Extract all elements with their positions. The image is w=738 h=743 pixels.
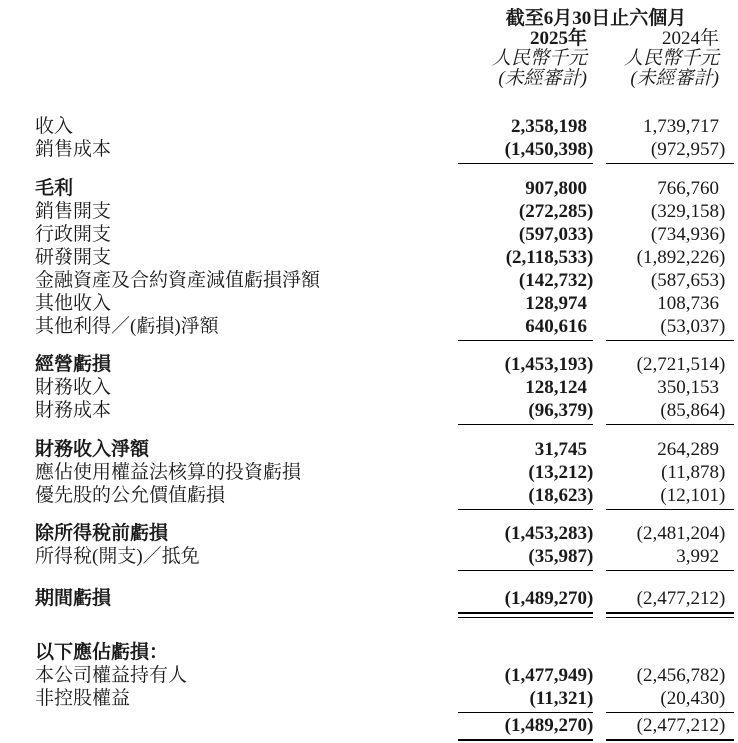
row-label: 本公司權益持有人 (35, 665, 188, 686)
currency-2025: 人民幣千元 (491, 48, 587, 69)
statement-row (35, 664, 734, 687)
value-2025: (597,033) (518, 224, 594, 245)
statement-row (35, 353, 734, 376)
row-label: 金融資產及合約資產減值虧損淨額 (35, 270, 321, 291)
statement-row (35, 376, 734, 399)
statement-row (35, 545, 734, 568)
statement-row (35, 223, 734, 246)
value-2024: (2,456,782) (636, 665, 726, 686)
statement-row (35, 200, 734, 223)
statement-row (35, 484, 734, 507)
row-label: 應佔使用權益法核算的投資虧損 (35, 462, 302, 483)
year-2025-header: 2025年 (529, 28, 587, 49)
value-2024: (972,957) (606, 138, 734, 161)
header-audit-row (35, 69, 734, 89)
statement-row (35, 292, 734, 315)
value-2024: 1,739,717 (643, 116, 719, 137)
row-label: 毛利 (35, 178, 74, 199)
value-2025: 128,124 (525, 377, 587, 398)
value-2025: (1,453,283) (504, 523, 594, 544)
statement-row (35, 714, 734, 737)
row-label: 財務收入淨額 (35, 439, 150, 460)
value-2024: 766,760 (657, 178, 719, 199)
row-label: 財務收入 (35, 377, 112, 398)
value-2024: (12,101) (606, 484, 734, 507)
statement-row (35, 269, 734, 292)
value-2025: (35,987) (458, 545, 593, 568)
value-2025: (1,453,193) (504, 354, 594, 375)
value-2024: (2,481,204) (636, 523, 726, 544)
row-label: 期間虧損 (35, 588, 112, 609)
value-2024: 264,289 (657, 439, 719, 460)
value-2025: (1,489,270) (458, 714, 593, 737)
row-label: 其他利得／(虧損)淨額 (35, 316, 219, 337)
header-year-row (35, 29, 734, 49)
statement-row (35, 115, 734, 138)
header-period-row (35, 9, 734, 29)
statement-row (35, 399, 734, 422)
value-2024 (606, 641, 734, 664)
statement-row (35, 438, 734, 461)
header-currency-row (35, 49, 734, 69)
value-2025: (2,118,533) (505, 247, 594, 268)
value-2024: (20,430) (606, 687, 734, 710)
statement-row (35, 138, 734, 161)
value-2024: (2,477,212) (606, 587, 734, 610)
row-label: 財務成本 (35, 400, 112, 421)
value-2025: (13,212) (528, 462, 594, 483)
value-2025: (18,623) (458, 484, 593, 507)
value-2025: (1,477,949) (504, 665, 594, 686)
value-2024: (53,037) (606, 315, 734, 338)
row-label: 非控股權益 (35, 688, 131, 709)
value-2025: (96,379) (458, 399, 593, 422)
value-2024: (1,892,226) (636, 247, 726, 268)
statement-row (35, 641, 734, 664)
statement-rows (35, 115, 734, 737)
statement-row (35, 315, 734, 338)
row-label: 其他收入 (35, 293, 112, 314)
period-title: 截至6月30日止六個月 (505, 8, 687, 29)
value-2025: 128,974 (525, 293, 587, 314)
statement-row (35, 177, 734, 200)
value-2025: (272,285) (518, 201, 594, 222)
value-2025: 31,745 (534, 439, 587, 460)
row-label: 收入 (35, 116, 74, 137)
value-2024: (734,936) (650, 224, 726, 245)
row-label: 所得稅(開支)／抵免 (35, 546, 200, 567)
value-2024: (2,721,514) (636, 354, 726, 375)
value-2025: 640,616 (458, 315, 593, 338)
value-2025 (458, 641, 593, 664)
value-2025: (1,489,270) (458, 587, 593, 610)
row-label: 銷售開支 (35, 201, 112, 222)
value-2024: (2,477,212) (606, 714, 734, 737)
row-label: 以下應佔虧損： (35, 642, 169, 663)
row-label: 行政開支 (35, 224, 112, 245)
value-2024: 3,992 (606, 545, 734, 568)
value-2025: 2,358,198 (511, 116, 587, 137)
statement-row (35, 461, 734, 484)
header-spacer (35, 9, 458, 29)
unaudited-2024: (未經審計) (630, 68, 719, 89)
row-label: 除所得稅前虧損 (35, 523, 169, 544)
statement-row (35, 587, 734, 610)
value-2025: (11,321) (458, 687, 593, 710)
value-2024: 350,153 (657, 377, 719, 398)
value-2024: 108,736 (657, 293, 719, 314)
statement-row (35, 522, 734, 545)
unaudited-2025: (未經審計) (498, 68, 587, 89)
value-2025: 907,800 (525, 178, 587, 199)
statement-row (35, 246, 734, 269)
row-label: 研發開支 (35, 247, 112, 268)
row-label: 優先股的公允價值虧損 (35, 485, 226, 506)
year-2024-header: 2024年 (661, 28, 719, 49)
statement-row (35, 687, 734, 710)
value-2025: (1,450,398) (458, 138, 593, 161)
value-2024: (329,158) (650, 201, 726, 222)
currency-2024: 人民幣千元 (623, 48, 719, 69)
row-label (35, 714, 458, 737)
value-2024: (85,864) (606, 399, 734, 422)
row-label: 經營虧損 (35, 354, 112, 375)
value-2024: (587,653) (650, 270, 726, 291)
row-label: 銷售成本 (35, 139, 112, 160)
value-2025: (142,732) (518, 270, 594, 291)
value-2024: (11,878) (661, 462, 726, 483)
